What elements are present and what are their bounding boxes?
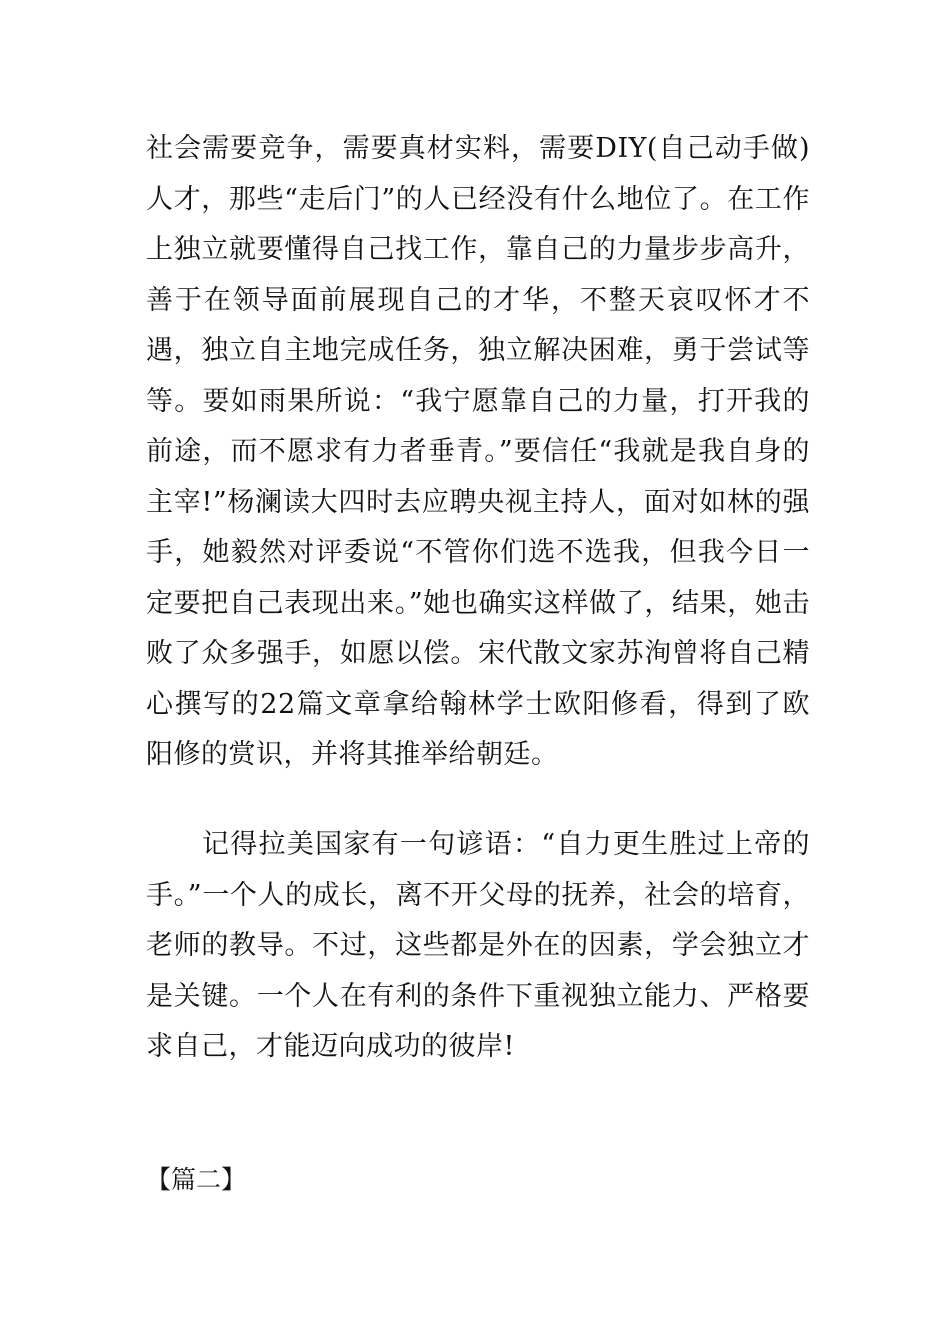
paragraph-1: 社会需要竞争，需要真材实料，需要DIY(自己动手做)人才，那些“走后门”的人已经没有什么地位了。在工作上独立就要懂得自己找工作，靠自己的力量步步高升，善于在领导面前展现自己的才华，不整天哀叹怀才不遇，独立自主地完成任务，独立解决困难，勇于尝试等等。要如雨果所说：“我宁愿靠自己的力量，打开我的前途，而不愿求有力者垂青。”要信任“我就是我自身的主宰!”杨澜读大四时去应聘央视主持人，面对如林的强手，她毅然对评委说“不管你们选不选我，但我今日一定要把自己表现出来。”她也确实这样做了，结果，她击败了众多强手，如愿以偿。宋代散文家苏洵曾将自己精心撰写的22篇文章拿给翰林学士欧阳修看，得到了欧阳修的赏识，并将其推举给朝廷。 bbox=[146, 133, 810, 770]
section-heading: 【篇二】 bbox=[146, 1165, 247, 1194]
paragraph-2: 记得拉美国家有一句谚语：“自力更生胜过上帝的手。”一个人的成长，离不开父母的抚养，社会的培育，老师的教导。不过，这些都是外在的因素，学会独立才是关键。一个人在有利的条件下重视独立能力、严格要求自己，才能迈向成功的彼岸! bbox=[146, 829, 810, 1062]
